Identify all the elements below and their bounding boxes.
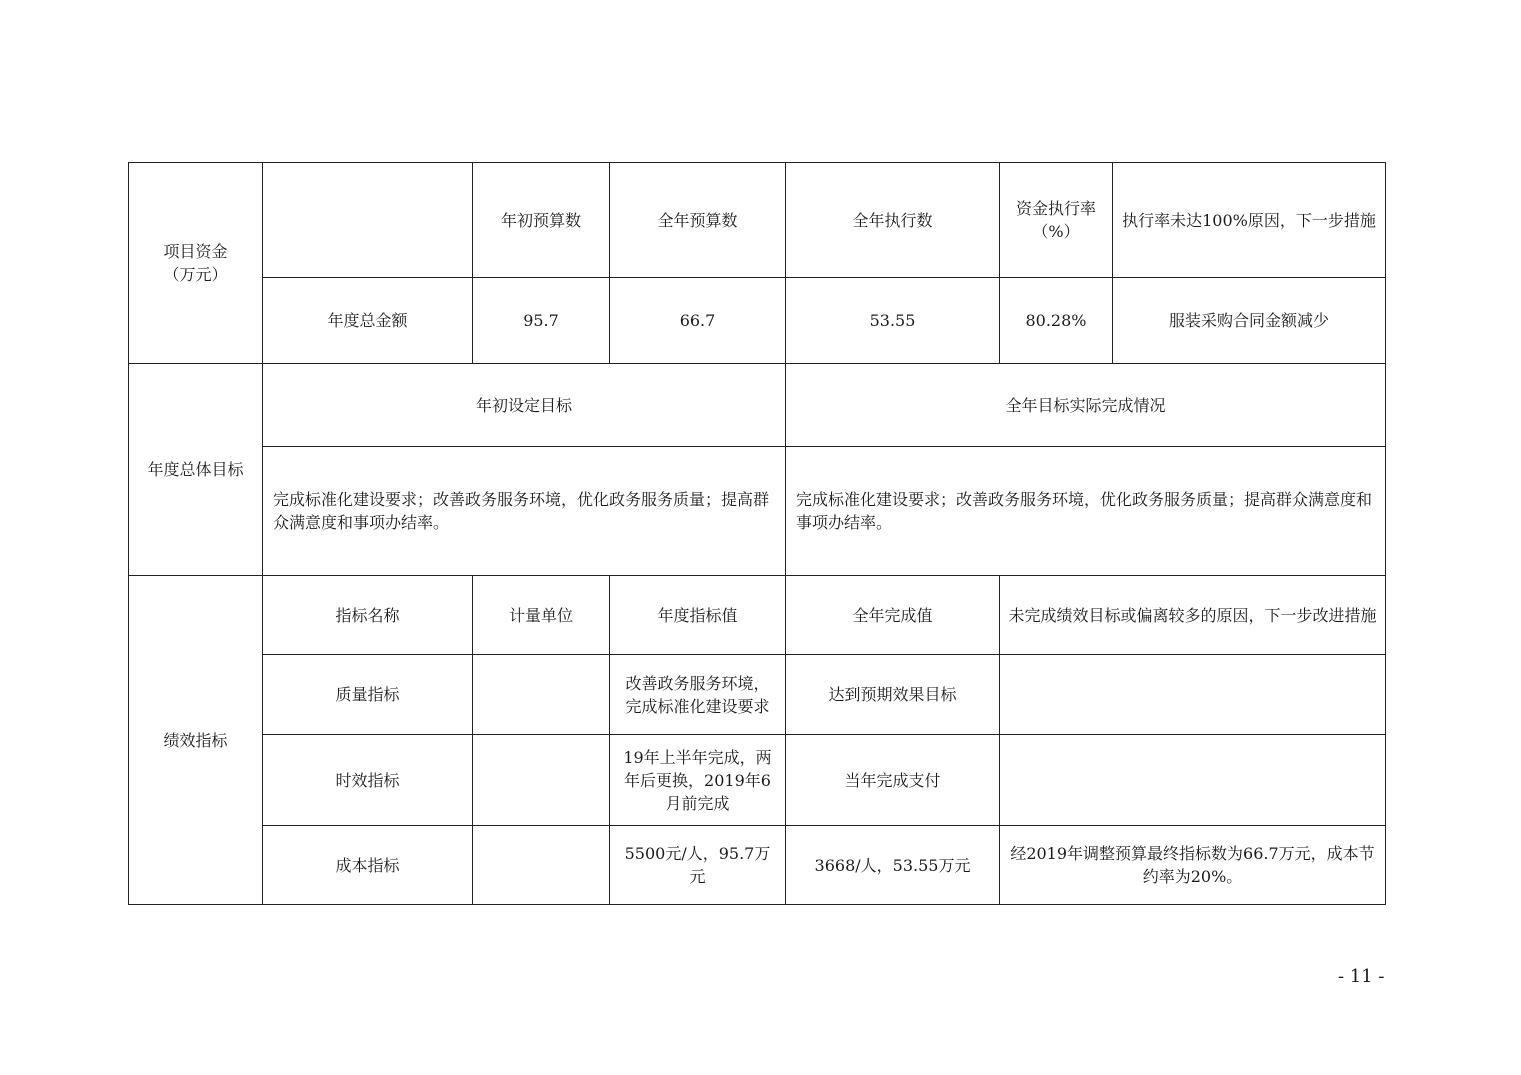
funding-header-rate: 资金执行率（%） [1000,163,1113,278]
indicators-header-reason: 未完成绩效目标或偏离较多的原因，下一步改进措施 [1000,576,1386,655]
funding-section-label [129,163,263,364]
funding-value-executed: 53.55 [786,278,1000,364]
table-row [129,735,1386,826]
funding-header-initial: 年初预算数 [473,163,610,278]
table-row [129,655,1386,735]
funding-empty-header [263,163,473,278]
page-number: - 11 - [1338,966,1385,987]
indicator-reason: 经2019年调整预算最终指标数为66.7万元，成本节约率为20%。 [1000,826,1386,905]
indicator-target: 19年上半年完成，两年后更换，2019年6月前完成 [610,735,786,826]
funding-value-reason: 服装采购合同金额减少 [1113,278,1386,364]
indicator-name: 质量指标 [263,655,473,735]
goals-section-label: 年度总体目标 [129,364,263,576]
indicator-reason [1000,655,1386,735]
funding-header-executed: 全年执行数 [786,163,1000,278]
goals-actual-text: 完成标准化建设要求；改善政务服务环境，优化政务服务质量；提高群众满意度和事项办结率。 [786,447,1386,576]
goals-actual-header: 全年目标实际完成情况 [786,364,1386,447]
goals-header-row [129,364,1386,447]
indicator-name: 成本指标 [263,826,473,905]
indicator-target: 改善政务服务环境，完成标准化建设要求 [610,655,786,735]
table-row [129,826,1386,905]
funding-row-label: 年度总金额 [263,278,473,364]
goals-planned-header: 年初设定目标 [263,364,786,447]
indicators-section-label: 绩效指标 [129,576,263,905]
funding-header-row [129,163,1386,278]
indicator-actual: 当年完成支付 [786,735,1000,826]
funding-total-row [129,278,1386,364]
indicator-actual: 3668/人，53.55万元 [786,826,1000,905]
indicator-unit [473,735,610,826]
indicators-header-unit: 计量单位 [473,576,610,655]
indicators-header-actual: 全年完成值 [786,576,1000,655]
funding-value-rate: 80.28% [1000,278,1113,364]
funding-value-annual: 66.7 [610,278,786,364]
funding-header-reason: 执行率未达100%原因，下一步措施 [1113,163,1386,278]
indicator-reason [1000,735,1386,826]
funding-section-text: 项目资金 （万元） [163,242,228,284]
indicator-unit [473,826,610,905]
indicators-header-row [129,576,1386,655]
indicator-target: 5500元/人，95.7万元 [610,826,786,905]
funding-header-annual: 全年预算数 [610,163,786,278]
performance-table [128,162,1386,905]
goals-content-row [129,447,1386,576]
indicator-name: 时效指标 [263,735,473,826]
indicators-header-name: 指标名称 [263,576,473,655]
indicator-unit [473,655,610,735]
funding-value-initial: 95.7 [473,278,610,364]
indicators-header-target: 年度指标值 [610,576,786,655]
indicator-actual: 达到预期效果目标 [786,655,1000,735]
goals-planned-text: 完成标准化建设要求；改善政务服务环境，优化政务服务质量；提高群众满意度和事项办结率。 [263,447,786,576]
